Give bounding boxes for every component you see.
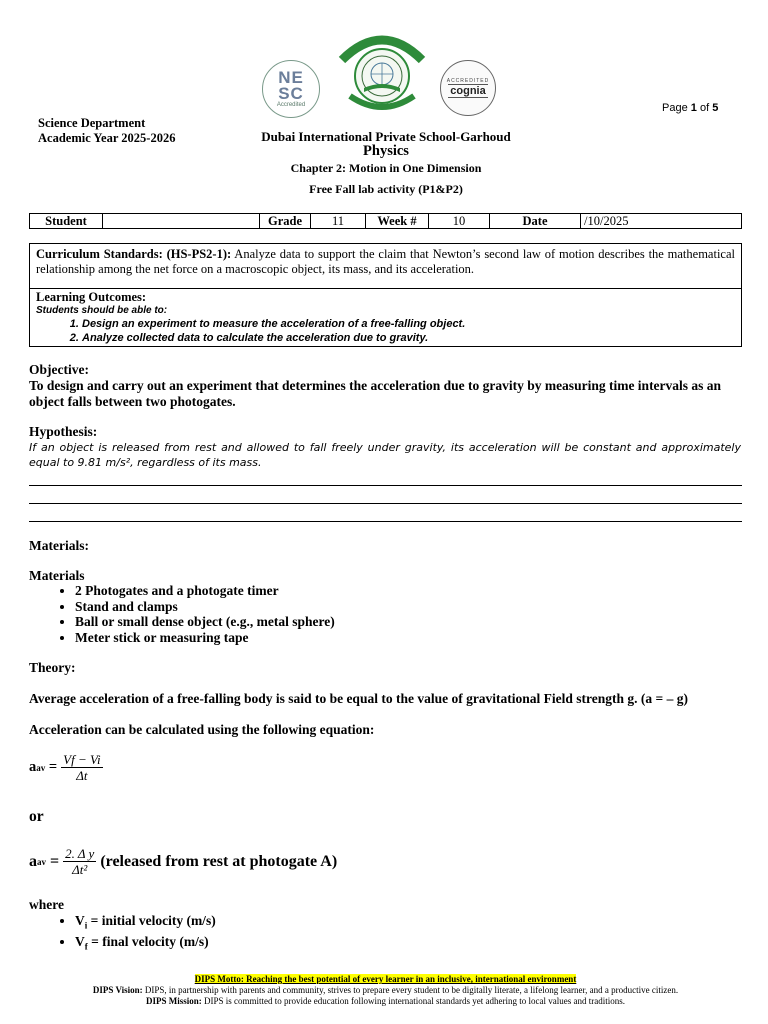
list-item: • $V_i$ = initial velocity (m/s) <box>75 913 216 934</box>
equation-1-fraction: $\frac{Vf - Vi}{\Delta t}$ <box>63 752 101 783</box>
date-label: Date <box>490 214 581 229</box>
curriculum-standards: Curriculum Standards: (HS-PS2-1): Analyze data to support the claim that Newton’s second law of motion describes the mathematical relationship among the net force on a macroscopic object, its mass, and its acceleration. <box>30 244 741 289</box>
outcomes-list <box>36 317 735 345</box>
motto: DIPS Motto: Reaching the best potential of every learner in an inclusive, international environment <box>194 974 577 984</box>
cognia-logo <box>440 60 496 116</box>
theory-line1: Average acceleration of a free-falling body is said to be equal to the value of gravitational Field strength g. (a = – g) <box>29 691 688 706</box>
hypothesis-label: Hypothesis: <box>29 424 98 439</box>
footer <box>29 974 742 1007</box>
learning-outcomes <box>30 289 741 346</box>
page-number: Page 1 of 5 <box>662 102 719 114</box>
department: Science Department <box>38 116 146 130</box>
activity-title: Free Fall lab activity (P1&P2) <box>309 182 463 196</box>
objective-label: Objective: <box>29 362 89 377</box>
answer-line[interactable] <box>29 503 742 504</box>
school-name: Dubai International Private School-Garhoud <box>261 129 511 144</box>
outcomes-label: Learning Outcomes: <box>36 290 147 304</box>
list-item: • 2 Photogates and a photogate timer <box>75 583 335 599</box>
student-info-table <box>29 213 742 229</box>
where-label: where <box>29 897 64 912</box>
theory-label: Theory: <box>29 660 76 675</box>
equation-2-fraction: $\frac{\text{2. Δ y}}{\text{Δt²}}$ <box>65 846 95 877</box>
school-crest-logo <box>336 26 428 118</box>
date-field[interactable]: /10/2025 <box>581 214 742 229</box>
list-item: • Meter stick or measuring tape <box>75 630 335 646</box>
or-text: or <box>29 808 44 825</box>
vision: DIPS Vision: DIPS, in partnership with parents and community, strives to prepare every student to be digitally literate, a lifelong learner, and a productive citizen. <box>92 985 679 995</box>
cognia-accredited-text: ACCREDITED <box>446 78 490 84</box>
hypothesis-text: If an object is released from rest and allowed to fall freely under gravity, its acceleration will be constant and approximately equal to 9.81 m/s², regardless of its mass. <box>29 441 741 469</box>
materials-label: Materials: <box>29 538 89 553</box>
materials-sublabel: Materials <box>29 568 85 583</box>
chapter: Chapter 2: Motion in One Dimension <box>290 161 482 175</box>
student-field[interactable] <box>103 214 260 229</box>
standards-box <box>29 243 742 347</box>
neasc-logo-mark: NE SC <box>278 67 304 103</box>
answer-line[interactable] <box>29 485 742 486</box>
cognia-name: cognia <box>450 85 486 97</box>
grade-value: 11 <box>311 214 366 229</box>
academic-year: Academic Year 2025-2026 <box>38 131 176 145</box>
week-value: 10 <box>429 214 490 229</box>
list-item: • $V_f$ = final velocity (m/s) <box>75 934 216 955</box>
neasc-logo <box>262 60 320 118</box>
equation-1: a av = $\frac{Vf - Vi}{\Delta t}$ <box>29 752 101 783</box>
student-label: Student <box>30 214 103 229</box>
neasc-logo-sub: Accredited <box>276 101 306 108</box>
subject: Physics <box>363 143 409 159</box>
mission: DIPS Mission: DIPS is committed to provide education following international standards yet adhering to local values and traditions. <box>146 996 625 1006</box>
list-item: • Ball or small dense object (e.g., metal sphere) <box>75 614 335 630</box>
list-item: • Stand and clamps <box>75 599 335 615</box>
where-list <box>29 913 216 954</box>
outcomes-sub: Students should be able to: <box>36 305 168 316</box>
theory-line2: Acceleration can be calculated using the following equation: <box>29 722 375 737</box>
answer-line[interactable] <box>29 521 742 522</box>
materials-list <box>29 583 335 645</box>
equation-2: a av = $\frac{\text{2. Δ y}}{\text{Δt²}}$ (released from rest at photogate A) <box>29 846 338 877</box>
list-item: 2. Analyze collected data to calculate the acceleration due to gravity. <box>82 331 735 345</box>
list-item: 1. Design an experiment to measure the acceleration of a free-falling object. <box>82 317 735 331</box>
objective-text: To design and carry out an experiment that determines the acceleration due to gravity by measuring time intervals as an object falls between two photogates. <box>29 378 722 409</box>
grade-label: Grade <box>260 214 311 229</box>
header-left <box>38 116 175 146</box>
week-label: Week # <box>366 214 429 229</box>
equation-2-note: (released from rest at photogate A) <box>100 852 338 870</box>
